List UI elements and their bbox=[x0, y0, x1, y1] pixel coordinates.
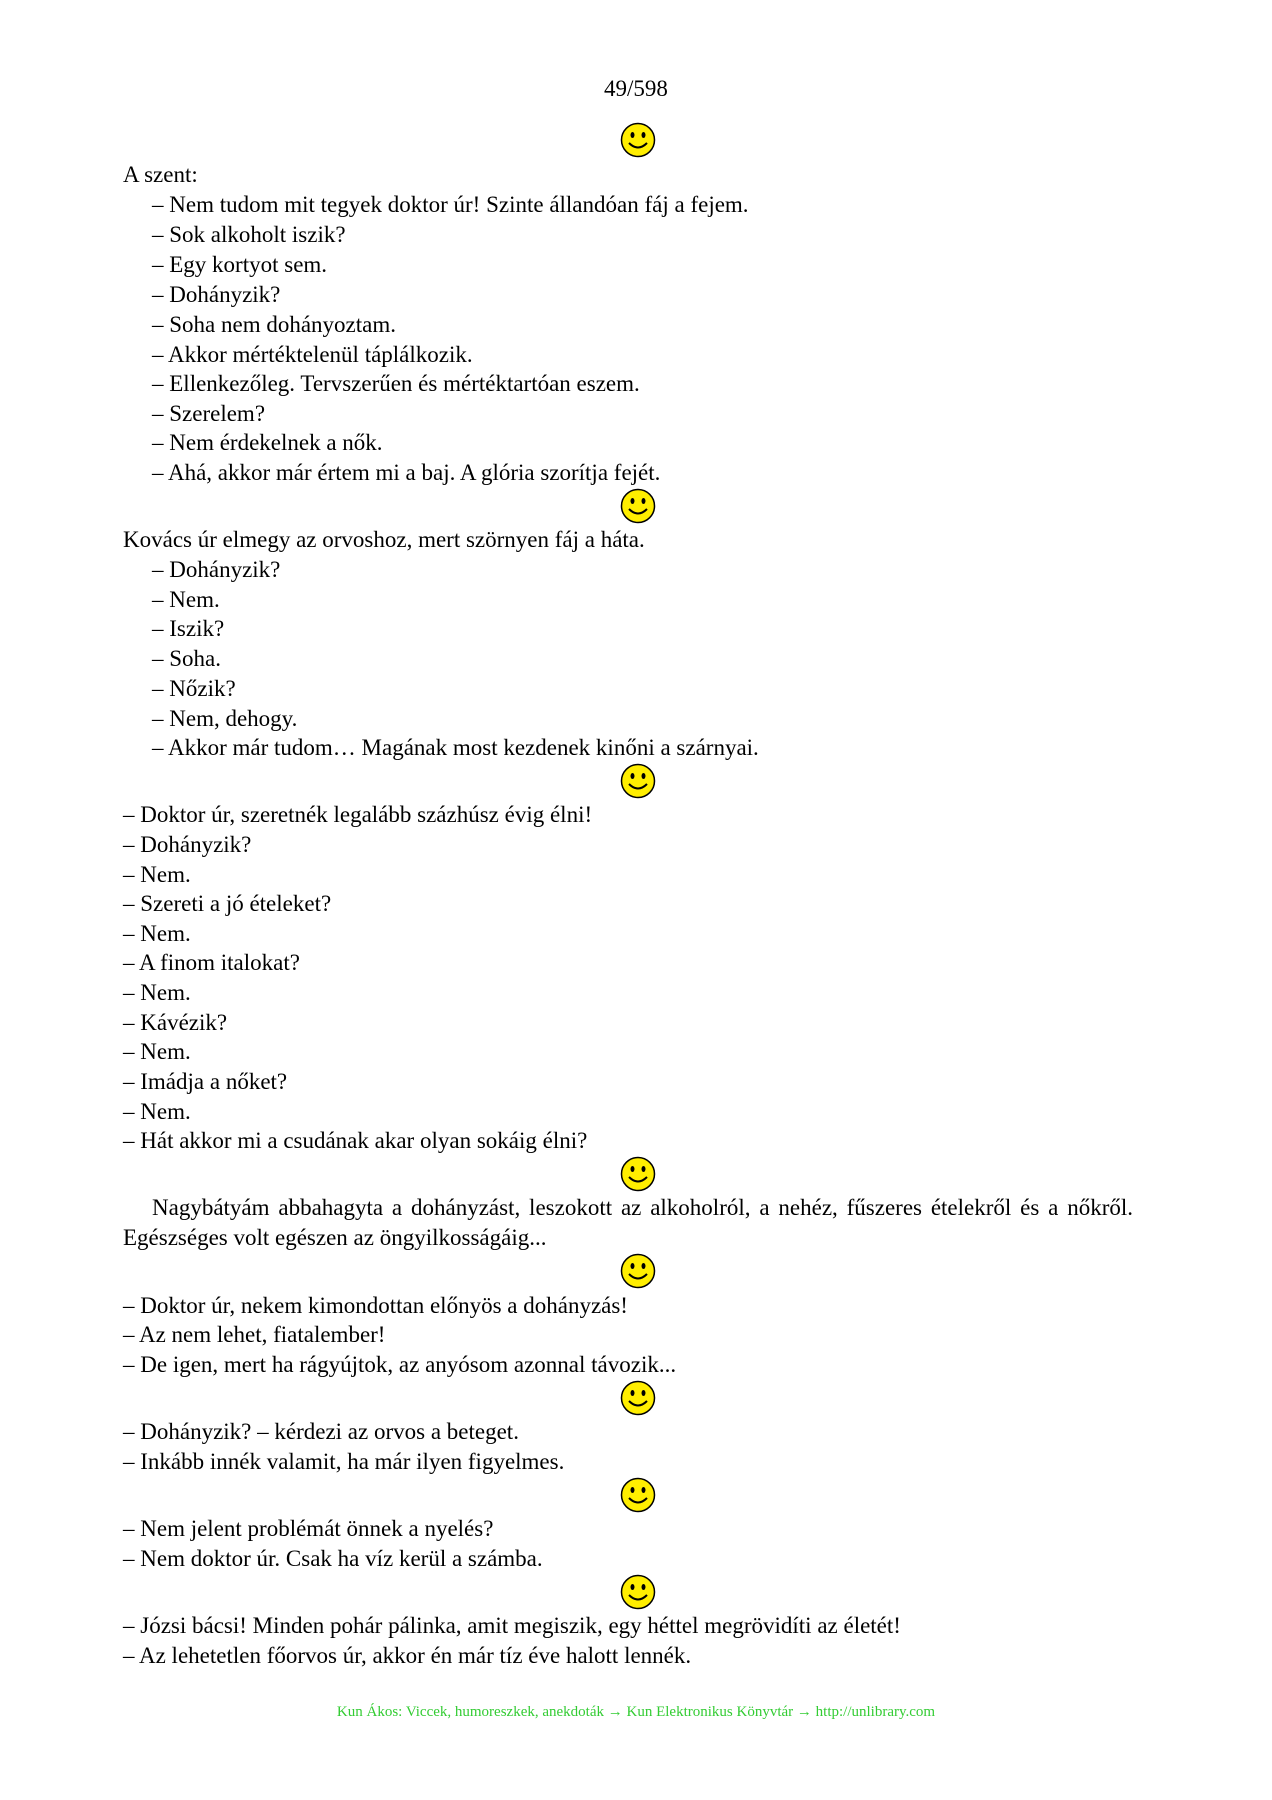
dialogue-line: – Nem. bbox=[123, 921, 191, 946]
dialogue-line: – Nem. bbox=[123, 1039, 191, 1064]
dialogue-line: – A finom italokat? bbox=[123, 950, 300, 975]
dialogue-line: – Soha nem dohányoztam. bbox=[152, 312, 397, 337]
smiley-icon bbox=[620, 1156, 656, 1192]
dialogue-line: – Szerelem? bbox=[152, 401, 266, 426]
dialogue-line: – Dohányzik? bbox=[152, 557, 281, 582]
dialogue-line: – Nem érdekelnek a nők. bbox=[152, 430, 383, 455]
dialogue-line: – Doktor úr, szeretnék legalább százhúsz évig élni! bbox=[123, 802, 593, 827]
dialogue-line: – Az lehetetlen főorvos úr, akkor én már tíz éve halott lennék. bbox=[123, 1643, 692, 1668]
smiley-icon bbox=[620, 1253, 656, 1289]
dialogue-line: – Nem, dehogy. bbox=[152, 706, 298, 731]
page-number: 49/598 bbox=[604, 76, 668, 101]
footer-credit[interactable]: Kun Ákos: Viccek, humoreszkek, anekdoták → Kun Elektronikus Könyvtár → http://unlibrary.com bbox=[336, 1704, 936, 1720]
dialogue-line: – Nem doktor úr. Csak ha víz kerül a számba. bbox=[123, 1546, 543, 1571]
dialogue-line: – Akkor mértéktelenül táplálkozik. bbox=[152, 342, 473, 367]
smiley-icon bbox=[620, 1380, 656, 1416]
dialogue-line: – Józsi bácsi! Minden pohár pálinka, amit megiszik, egy héttel megrövidíti az életét! bbox=[123, 1613, 901, 1638]
dialogue-line: – Nem jelent problémát önnek a nyelés? bbox=[123, 1516, 494, 1541]
dialogue-line: – Iszik? bbox=[152, 616, 225, 641]
dialogue-line: – Dohányzik? bbox=[152, 282, 281, 307]
dialogue-line: – Szereti a jó ételeket? bbox=[123, 891, 332, 916]
dialogue-line: – Nem. bbox=[123, 1099, 191, 1124]
smiley-icon bbox=[620, 1574, 656, 1610]
dialogue-line: – Inkább innék valamit, ha már ilyen figyelmes. bbox=[123, 1449, 565, 1474]
dialogue-line: – Nőzik? bbox=[152, 676, 236, 701]
joke-intro: A szent: bbox=[123, 162, 198, 187]
dialogue-line: – Akkor már tudom… Magának most kezdenek kinőni a szárnyai. bbox=[152, 735, 759, 760]
dialogue-line: – Doktor úr, nekem kimondottan előnyös a dohányzás! bbox=[123, 1293, 628, 1318]
dialogue-line: – Ahá, akkor már értem mi a baj. A glória szorítja fejét. bbox=[152, 460, 661, 485]
dialogue-line: – Egy kortyot sem. bbox=[152, 252, 328, 277]
dialogue-line: – Hát akkor mi a csudának akar olyan sokáig élni? bbox=[123, 1128, 588, 1153]
dialogue-line: – De igen, mert ha rágyújtok, az anyósom azonnal távozik... bbox=[123, 1352, 677, 1377]
joke-intro: Kovács úr elmegy az orvoshoz, mert szörnyen fáj a háta. bbox=[123, 527, 645, 552]
dialogue-line: – Dohányzik? – kérdezi az orvos a beteget. bbox=[123, 1419, 519, 1444]
dialogue-line: – Ellenkezőleg. Tervszerűen és mértéktartóan eszem. bbox=[152, 371, 640, 396]
dialogue-line: – Nem. bbox=[152, 587, 220, 612]
dialogue-line: – Soha. bbox=[152, 646, 221, 671]
dialogue-line: – Az nem lehet, fiatalember! bbox=[123, 1322, 386, 1347]
dialogue-line: – Kávézik? bbox=[123, 1010, 228, 1035]
dialogue-line: – Nem. bbox=[123, 980, 191, 1005]
smiley-icon bbox=[620, 122, 656, 158]
smiley-icon bbox=[620, 1477, 656, 1513]
dialogue-line: – Nem. bbox=[123, 862, 191, 887]
dialogue-line: – Nem tudom mit tegyek doktor úr! Szinte állandóan fáj a fejem. bbox=[152, 192, 749, 217]
smiley-icon bbox=[620, 763, 656, 799]
dialogue-line: – Sok alkoholt iszik? bbox=[152, 222, 346, 247]
dialogue-line: – Dohányzik? bbox=[123, 832, 252, 857]
smiley-icon bbox=[620, 488, 656, 524]
dialogue-line: – Imádja a nőket? bbox=[123, 1069, 288, 1094]
joke-paragraph: Nagybátyám abbahagyta a dohányzást, leszokott az alkoholról, a nehéz, fűszeres ételekről és a nőkről. Egészséges volt egészen az öngyilkosságáig... bbox=[123, 1195, 1133, 1250]
